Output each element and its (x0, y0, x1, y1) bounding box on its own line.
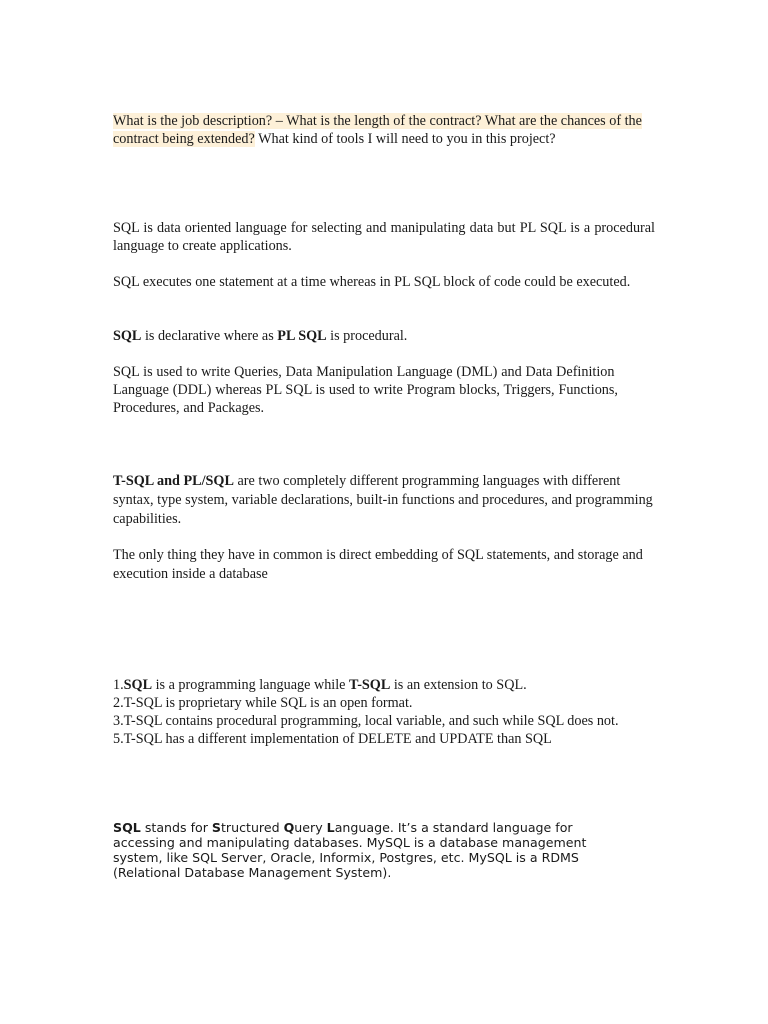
list-item: 2.T-SQL is proprietary while SQL is an open format. (113, 695, 413, 711)
acronym-letter-s: S (211, 820, 221, 835)
term-tsql: T-SQL (349, 677, 391, 693)
p3-mid-text: is declarative where as (141, 328, 278, 344)
stands-for-text: stands for (140, 820, 212, 835)
language-rest: anguage. It’s a standard language for accessing and manipulating databases. MySQL is a database management system, like SQL Server, Oracle, Informix, Postgres, etc. MySQL is a RDMS (Relational Database Management System). (113, 820, 587, 880)
term-sql: SQL (113, 820, 141, 835)
differences-list (113, 676, 673, 748)
highlighted-questions: What is the job description? – What is the length of the contract? What are the chances of the contract being extended? (113, 113, 642, 147)
acronym-letter-q: Q (283, 820, 295, 835)
query-rest: uery (294, 820, 327, 835)
sql-vs-plsql-paragraph-3 (113, 327, 655, 345)
sql-vs-plsql-paragraph-4: SQL is used to write Queries, Data Manipulation Language (DML) and Data Definition Language (DDL) whereas PL SQL is used to write Program blocks, Triggers, Functions, Procedures, and Packages. (113, 364, 618, 416)
questions-rest: What kind of tools I will need to you in this project? (254, 131, 556, 147)
term-sql: SQL (113, 328, 142, 344)
term-tsql-plsql: T-SQL and PL/SQL (113, 473, 234, 489)
item1-end-text: is an extension to SQL. (390, 677, 527, 693)
list-item: 3.T-SQL contains procedural programming, local variable, and such while SQL does not. (113, 713, 619, 729)
item1-mid-text: is a programming language while (152, 677, 350, 693)
tsql-plsql-p1-rest: are two completely different programming languages with different syntax, type system, variable declarations, built-in functions and procedures, and programming capabilities. (113, 473, 653, 527)
tsql-plsql-paragraph-1 (113, 472, 655, 529)
term-sql: SQL (123, 677, 153, 693)
sql-vs-plsql-paragraph-2: SQL executes one statement at a time whereas in PL SQL block of code could be executed. (113, 274, 631, 290)
sql-vs-plsql-paragraph-1: SQL is data oriented language for selecting and manipulating data but PL SQL is a procedural language to create applications. (113, 220, 655, 254)
structured-rest: tructured (220, 820, 284, 835)
questions-paragraph (113, 112, 655, 148)
list-item: 5.T-SQL has a different implementation of DELETE and UPDATE than SQL (113, 731, 552, 747)
item-number: 1. (113, 677, 124, 693)
p3-end-text: is procedural. (326, 328, 408, 344)
list-item (113, 676, 673, 694)
term-pl-sql: PL SQL (277, 328, 327, 344)
sql-definition-paragraph (113, 820, 613, 880)
tsql-plsql-paragraph-2: The only thing they have in common is direct embedding of SQL statements, and storage and execution inside a database (113, 547, 643, 582)
acronym-letter-l: L (326, 820, 335, 835)
